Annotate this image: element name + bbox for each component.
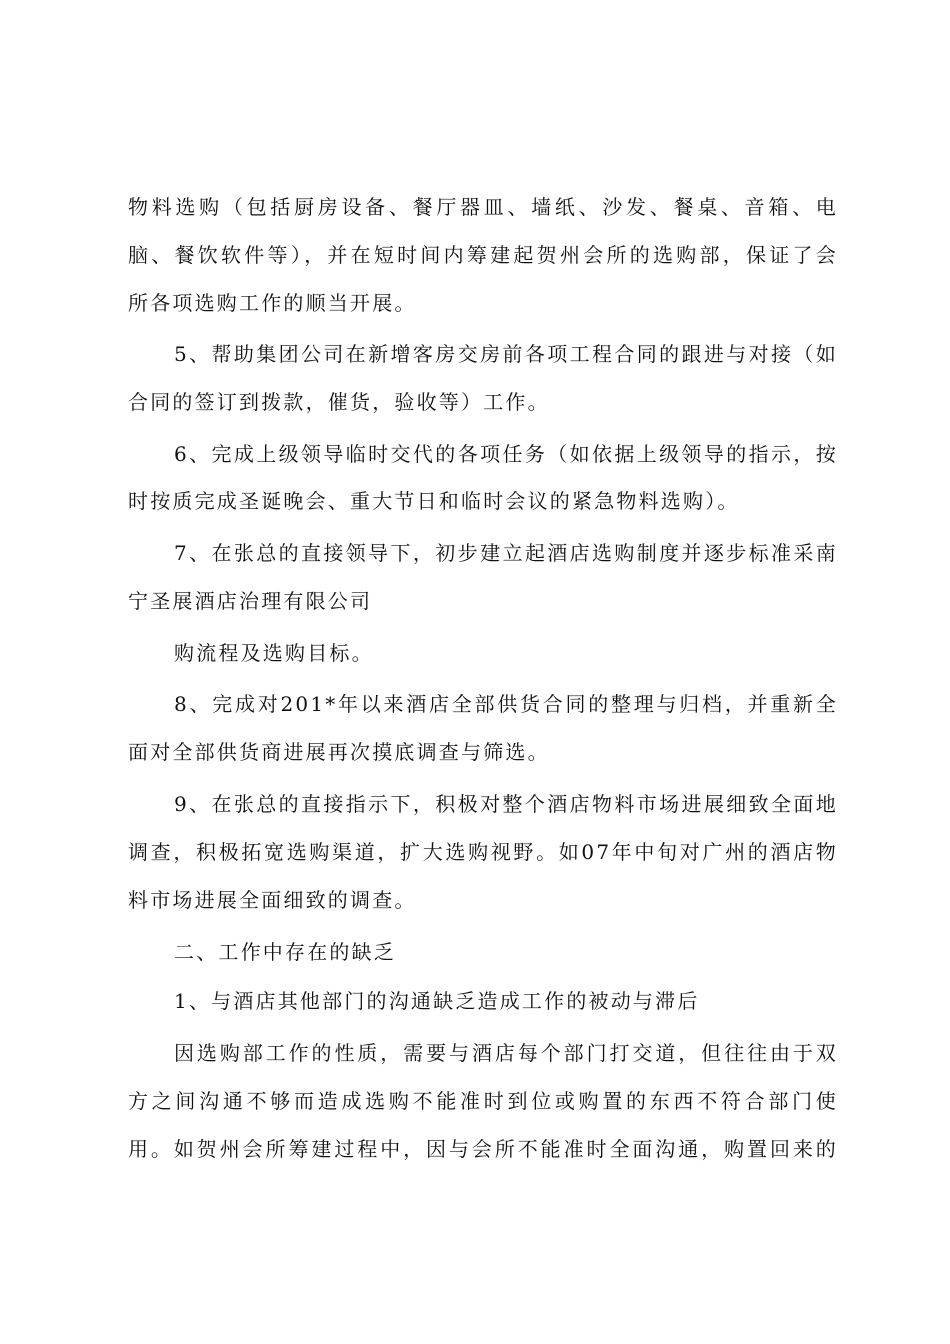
paragraph-line: 脑、餐饮软件等），并在短时间内筹建起贺州会所的选购部，保证了会 xyxy=(128,243,838,267)
paragraph-line: 5、帮助集团公司在新增客房交房前各项工程合同的跟进与对接（如 xyxy=(174,342,838,366)
paragraph-line: 6、完成上级领导临时交代的各项任务（如依据上级领导的指示，按 xyxy=(174,442,838,466)
paragraph-line: 宁圣展酒店治理有限公司 xyxy=(128,589,373,613)
paragraph-line: 合同的签订到拨款，催货，验收等）工作。 xyxy=(128,390,550,414)
paragraph-line: 9、在张总的直接指示下，积极对整个酒店物料市场进展细致全面地 xyxy=(174,792,838,816)
paragraph-line: 调查，积极拓宽选购渠道，扩大选购视野。如07年中旬对广州的酒店物 xyxy=(128,840,838,864)
paragraph-line: 面对全部供货商进展再次摸底调查与筛选。 xyxy=(128,740,550,764)
paragraph-line: 因选购部工作的性质，需要与酒店每个部门打交道，但往往由于双 xyxy=(174,1041,838,1065)
section-heading: 二、工作中存在的缺乏 xyxy=(174,940,396,964)
paragraph-line: 所各项选购工作的顺当开展。 xyxy=(128,291,417,315)
paragraph-line: 方之间沟通不够而造成选购不能准时到位或购置的东西不符合部门使 xyxy=(128,1089,838,1113)
paragraph-line: 时按质完成圣诞晚会、重大节日和临时会议的紧急物料选购）。 xyxy=(128,489,740,513)
subsection-heading: 1、与酒店其他部门的沟通缺乏造成工作的被动与滞后 xyxy=(174,989,700,1013)
paragraph-line: 8、完成对201*年以来酒店全部供货合同的整理与归档，并重新全 xyxy=(174,692,838,716)
paragraph-line: 料市场进展全面细致的调查。 xyxy=(128,888,417,912)
paragraph-line: 用。如贺州会所筹建过程中，因与会所不能准时全面沟通，购置回来的 xyxy=(128,1137,838,1161)
paragraph-line: 购流程及选购目标。 xyxy=(174,641,374,665)
paragraph-line: 7、在张总的直接领导下，初步建立起酒店选购制度并逐步标准采南 xyxy=(174,541,838,565)
paragraph-line: 物料选购（包括厨房设备、餐厅器皿、墙纸、沙发、餐桌、音箱、电 xyxy=(128,195,838,219)
